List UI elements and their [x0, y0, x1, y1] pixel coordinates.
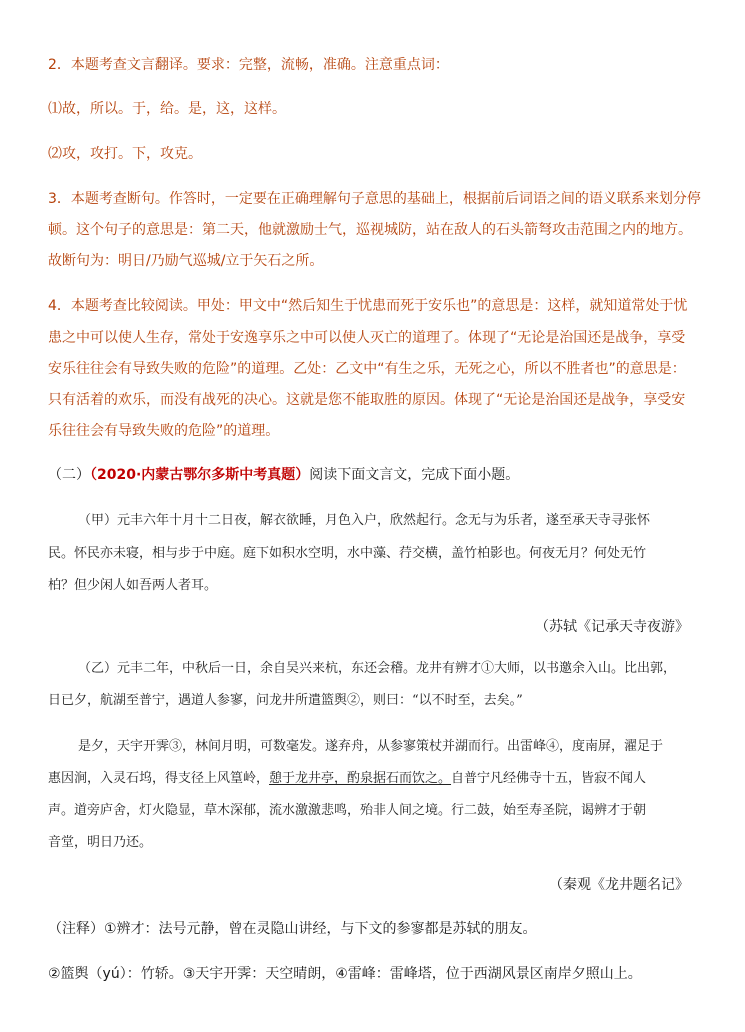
passage-b-line-3: 是夕，天宇开霁③，林间月明，可数毫发。遂弃舟，从参寥策杖并湖而行。出雷峰④，度南屏，濯足于 — [78, 739, 664, 754]
passage-b-line-5: 声。道旁庐舍，灯火隐显，草木深郁，流水激激悲鸣，殆非人间之境。行二鼓，始至寿圣院，谒辨才于朝 — [48, 803, 647, 818]
answer-4-line-4: 只有活着的欢乐，而没有战死的决心。这就是您不能取胜的原因。体现了“无论是治国还是战争，享受安 — [48, 392, 686, 408]
answer-2-line-1: 2．本题考查文言翻译。要求：完整，流畅，准确。注意重点词： — [48, 57, 449, 73]
answer-4-line-5: 乐往往会有导致失败的危险”的道理。 — [48, 423, 280, 439]
notes-line-2: ②篮舆（yú）：竹轿。③天宇开霁：天空晴朗，④雷峰：雷峰塔，位于西湖风景区南岸夕照山上。 — [48, 966, 642, 982]
answer-4-line-1: 4．本题考查比较阅读。甲处：甲文中“然后知生于忧患而死于安乐也”的意思是：这样，就知道常处于忧 — [48, 298, 688, 314]
passage-b-line-4-end: 自普宁凡经佛寺十五，皆寂不闻人 — [451, 771, 647, 786]
answer-4-line-3: 安乐往往会有导致失败的危险”的道理。乙处：乙文中“有生之乐，无死之心，所以不胜者也”的意思是： — [48, 361, 686, 377]
passage-a-source: （苏轼《记承天寺夜游》 — [535, 619, 689, 635]
answer-3-line-2: 顿。这个句子的意思是：第二天，他就激励士气，巡视城防，站在敌人的石头箭弩攻击范围之内的地方。 — [48, 222, 692, 238]
section-2-prefix: （二） — [48, 467, 90, 483]
answer-2-line-3: ⑵攻，攻打。下，攻克。 — [48, 146, 202, 162]
passage-b-line-4-start: 惠因涧，入灵石坞，得支径上风篁岭， — [48, 771, 270, 786]
answer-3-line-1: 3．本题考查断句。作答时，一定要在正确理解句子意思的基础上，根据前后词语之间的语义联系来划分停 — [48, 191, 701, 207]
notes-line-1: （注释）①辨才：法号元静，曾在灵隐山讲经，与下文的参寥都是苏轼的朋友。 — [48, 921, 537, 937]
passage-b-line-4 — [48, 770, 646, 788]
passage-b-line-6: 音堂，明日乃还。 — [48, 835, 153, 850]
passage-b-underlined-sentence: 憩于龙井亭，酌泉据石而饮之。 — [269, 771, 452, 786]
passage-b-line-2: 日已夕，航湖至普宁，遇道人参寥，问龙井所遣篮舆②，则曰：“以不时至，去矣。” — [48, 693, 523, 708]
section-2-heading — [48, 466, 519, 484]
passage-a-line-3: 柏？但少闲人如吾两人者耳。 — [48, 578, 218, 593]
passage-a-line-2: 民。怀民亦未寝，相与步于中庭。庭下如积水空明，水中藻、荇交横，盖竹柏影也。何夜无月？何处无竹 — [48, 546, 647, 561]
section-2-source-tag: （2020·内蒙古鄂尔多斯中考真题） — [90, 467, 310, 483]
passage-b-source: （秦观《龙井题名记》 — [549, 877, 689, 893]
section-2-instruction: 阅读下面文言文，完成下面小题。 — [309, 467, 520, 483]
answer-4-line-2: 患之中可以使人生存，常处于安逸享乐之中可以使人灭亡的道理了。体现了“无论是治国还是战争，享受 — [48, 330, 686, 346]
passage-a-line-1: （甲）元丰六年十月十二日夜，解衣欲睡，月色入户，欣然起行。念无与为乐者，遂至承天寺寻张怀 — [78, 513, 651, 528]
answer-2-line-2: ⑴故，所以。于，给。是，这，这样。 — [48, 101, 286, 117]
answer-3-line-3: 故断句为：明日/乃励气巡城/立于矢石之所。 — [48, 253, 324, 269]
passage-b-line-1: （乙）元丰二年，中秋后一日，余自吴兴来杭，东还会稽。龙井有辨才①大师，以书邀余入山。比出郭， — [78, 661, 677, 676]
